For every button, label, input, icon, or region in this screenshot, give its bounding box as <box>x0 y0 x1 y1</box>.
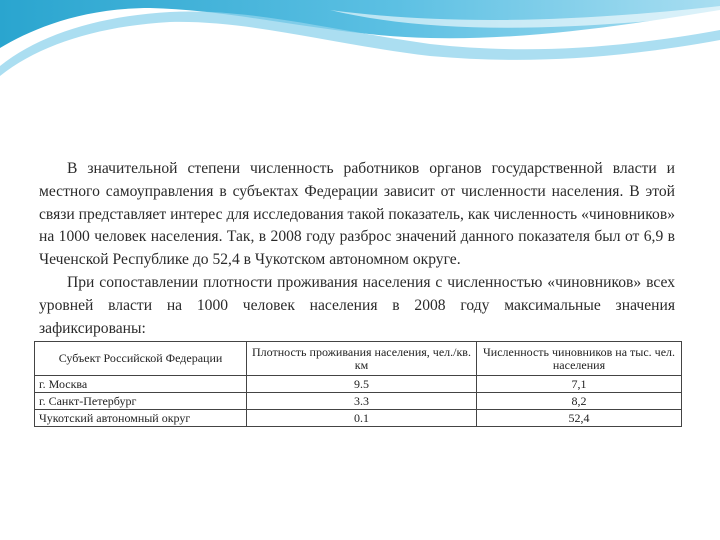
paragraph-2: При сопоставлении плотности проживания населения с численностью «чиновников» всех уровней власти на 1000 человек населения в 2008 году максимальные значения зафиксированы: <box>39 273 675 337</box>
header-wave-decoration <box>0 0 720 80</box>
table-cell-subject: г. Санкт-Петербург <box>35 393 247 410</box>
table-cell-subject: г. Москва <box>35 376 247 393</box>
table-row <box>35 376 682 393</box>
table-cell-density: 9.5 <box>247 376 477 393</box>
document-text <box>39 158 675 340</box>
column-header-density: Плотность проживания населения, чел./кв. км <box>247 342 477 376</box>
table-header-row <box>35 342 682 376</box>
table-cell-officials: 8,2 <box>477 393 682 410</box>
table-row <box>35 393 682 410</box>
table-row <box>35 410 682 427</box>
column-header-subject: Субъект Российской Федерации <box>35 342 247 376</box>
table-cell-officials: 7,1 <box>477 376 682 393</box>
table-cell-subject: Чукотский автономный округ <box>35 410 247 427</box>
statistics-table <box>34 341 682 427</box>
document-excerpt <box>31 154 683 430</box>
paragraph-1: В значительной степени численность работников органов государственной власти и местного самоуправления в субъектах Федерации зависит от численности населения. В этой связи представляет интерес для исследования такой показатель, как численность «чиновников» на 1000 человек населения. Так, в 2008 году разброс значений данного показателя был от 6,9 в Чеченской Республике до 52,4 в Чукотском автономном округе. <box>39 160 675 269</box>
table-cell-density: 0.1 <box>247 410 477 427</box>
table-cell-density: 3.3 <box>247 393 477 410</box>
column-header-officials: Численность чиновников на тыс. чел. населения <box>477 342 682 376</box>
table-cell-officials: 52,4 <box>477 410 682 427</box>
